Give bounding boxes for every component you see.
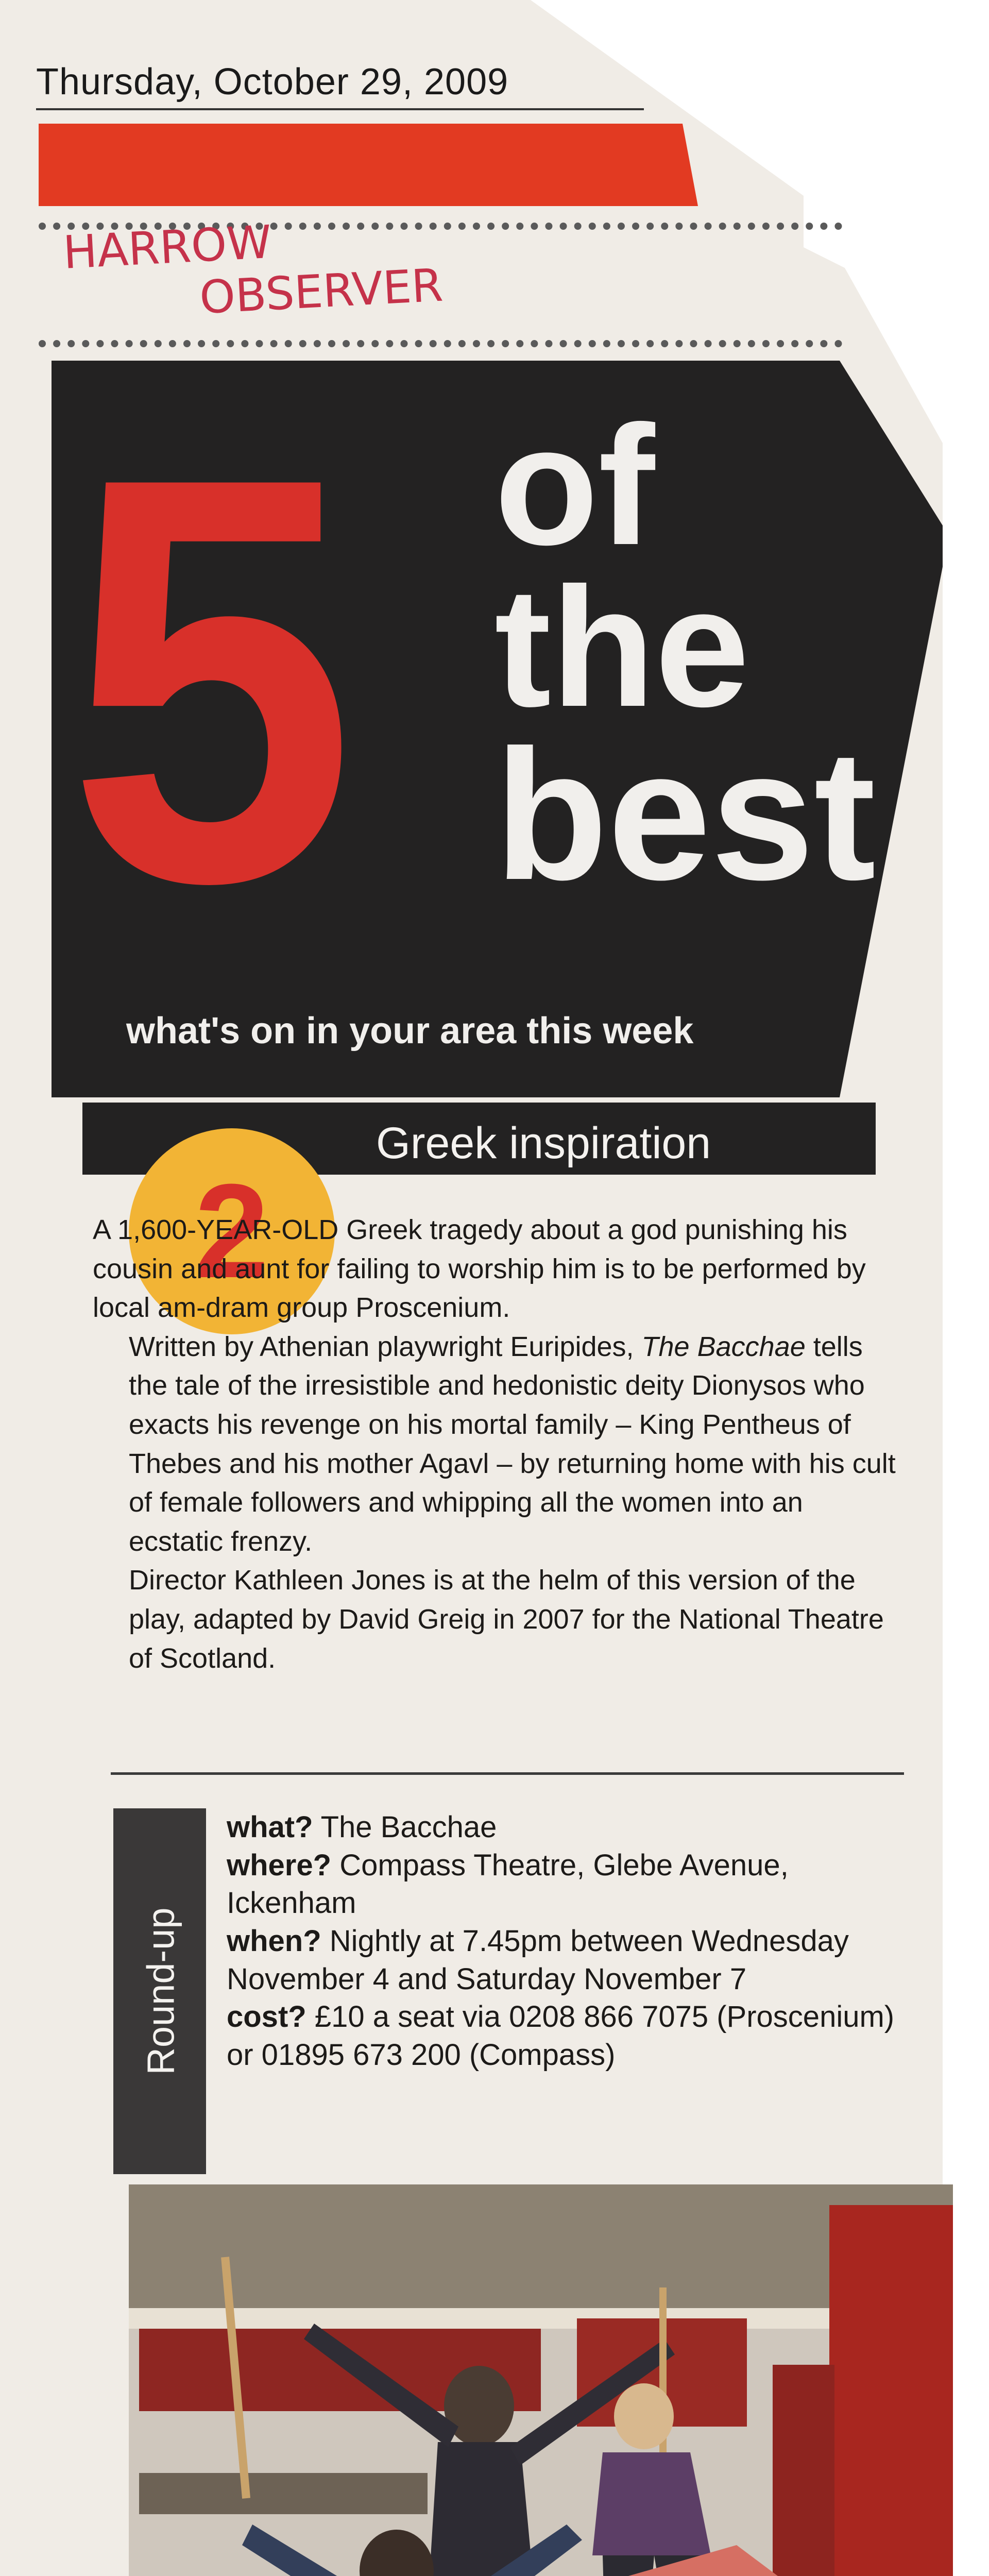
handwritten-annotation	[62, 207, 444, 331]
header-words	[494, 390, 876, 919]
handwritten-line-2: OBSERVER	[198, 258, 445, 325]
article-paragraph-1-text: A 1,600-YEAR-OLD Greek tragedy about a god punishing his cousin and aunt for failing to worship him is to be performed by local am-dram group Proscenium.	[93, 1214, 866, 1324]
section-title: Greek inspiration	[376, 1118, 711, 1168]
roundup-where-label: where?	[227, 1848, 332, 1882]
handwritten-line-1: HARROW	[61, 215, 273, 279]
header-number: 5	[67, 358, 356, 1002]
roundup-when-value: Nightly at 7.45pm between Wednesday November 4 and Saturday November 7	[227, 1924, 849, 1996]
masthead-red-band	[39, 124, 698, 206]
dotted-divider-bottom	[39, 340, 842, 347]
header-tagline: what's on in your area this week	[126, 1010, 694, 1052]
roundup-cost-label: cost?	[227, 2000, 306, 2034]
roundup-what-label: what?	[227, 1810, 313, 1844]
roundup-when	[227, 1922, 907, 1998]
roundup-when-label: when?	[227, 1924, 321, 1958]
play-title: The Bacchae	[641, 1331, 806, 1362]
roundup-rule	[111, 1772, 904, 1775]
roundup-cost	[227, 1998, 907, 2074]
header-word-of: of	[494, 390, 655, 580]
roundup-cost-value: £10 a seat via 0208 866 7075 (Proscenium) or 01895 673 200 (Compass)	[227, 2000, 895, 2072]
header-word-best: best	[494, 711, 876, 919]
article-paragraph-2	[93, 1328, 896, 1562]
roundup-details	[227, 1808, 907, 2074]
article-paragraph-2-start: Written by Athenian playwright Euripides,	[129, 1331, 642, 1362]
header-word-the: the	[494, 551, 749, 742]
rehearsal-photo	[129, 2184, 953, 2576]
article-paragraph-3: Director Kathleen Jones is at the helm of this version of the play, adapted by David Greig in 2007 for the National Theatre of Scotland.	[129, 1565, 884, 1674]
article-body	[93, 1211, 896, 1678]
roundup-what-value: The Bacchae	[320, 1810, 497, 1844]
section-number: 2	[194, 1157, 269, 1306]
roundup-label: Round-up	[139, 1907, 182, 2075]
roundup-where	[227, 1846, 907, 1922]
issue-date: Thursday, October 29, 2009	[36, 61, 509, 103]
article-paragraph-2-end: tells the tale of the irresistible and hedonistic deity Dionysos who exacts his revenge on his mortal family – King Pentheus of Thebes and his mother Agavl – by returning home with his cult of female followers and whipping all the women into an ecstatic frenzy.	[129, 1331, 896, 1557]
masthead-rule	[36, 108, 644, 110]
roundup-what	[227, 1808, 907, 1846]
roundup-where-value: Compass Theatre, Glebe Avenue, Ickenham	[227, 1848, 789, 1920]
article-paragraph-1	[93, 1211, 896, 1328]
